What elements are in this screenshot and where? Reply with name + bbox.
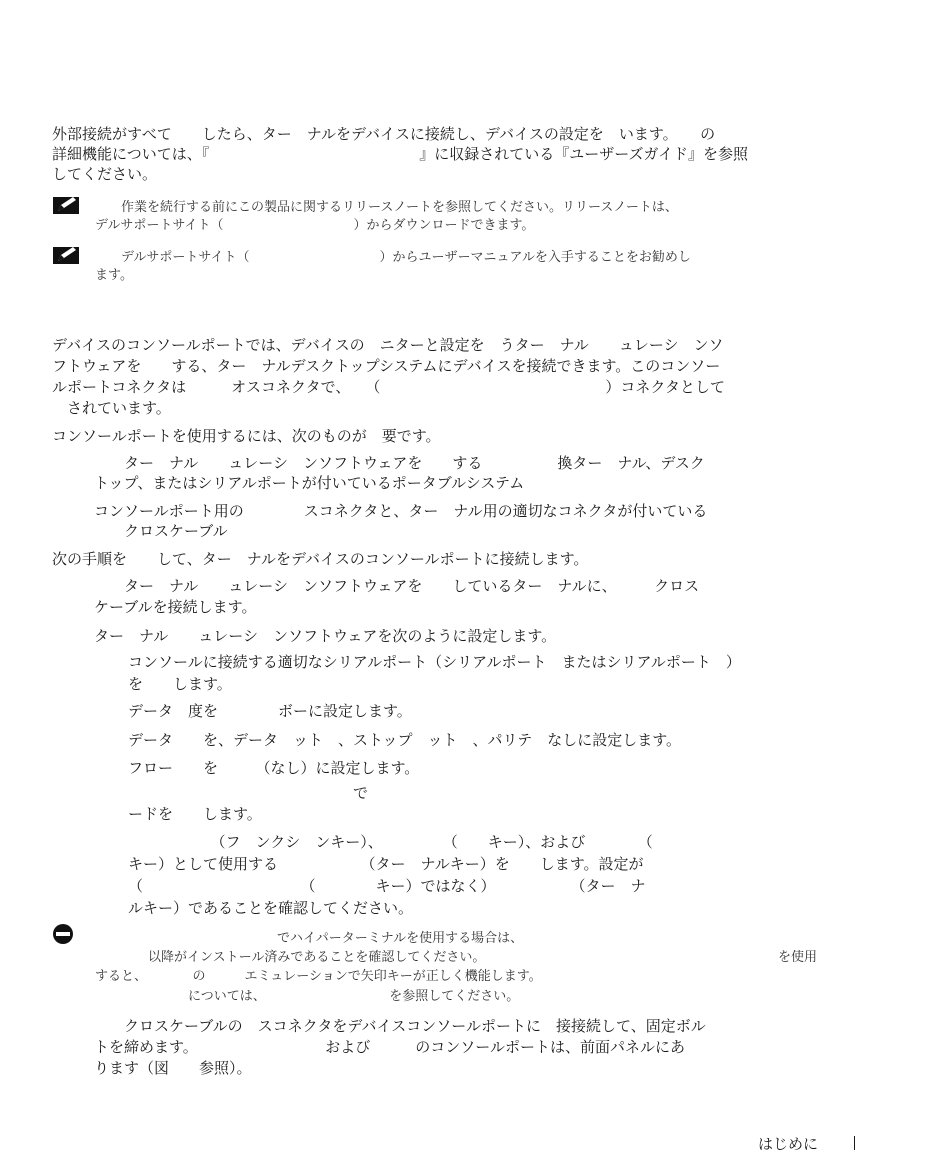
caution-icon (52, 923, 74, 945)
note-1-line-1: 作業を続行する前にこの製品に関するリリースノートを参照してください。リリースノートは、 (95, 200, 678, 215)
requirement-1-line-1: ター ナル ュレーシ ンソフトウェアを する 換ター ナル、デスク (94, 454, 705, 472)
setting-5-line-2: ードを します。 (128, 805, 262, 823)
setting-6-line-1: （フ ンクシ ンキー）、 （ キー）、および （ (128, 833, 653, 851)
caution-line-1: でハイパーターミナルを使用する場合は、 (95, 931, 524, 946)
requirement-2-line-2: クロスケーブル (94, 522, 228, 540)
setting-3-line-1: データ を、データ ット 、ストップ ット 、パリテ なしに設定します。 (128, 731, 682, 749)
note-2-line-1: デルサポートサイト（ ）からユーザーマニュアルを入手することをお勧めし (95, 250, 691, 265)
setting-4-line-1: フロー を （なし）に設定します。 (128, 759, 420, 777)
step-2-line-1: ター ナル ュレーシ ンソフトウェアを次のように設定します。 (94, 627, 557, 645)
note-1-line-2: デルサポートサイト（ ）からダウンロードできます。 (95, 218, 535, 233)
procedure-intro: 次の手順を して、ター ナルをデバイスのコンソールポートに接続します。 (52, 550, 589, 568)
console-line-2: フトウェアを する、ター ナルデスクトップシステムにデバイスを接続できます。このコンソー (52, 357, 721, 375)
final-step-line-1: クロスケーブルの スコネクタをデバイスコンソールポートに 接接続して、固定ボル (94, 1017, 706, 1035)
step-1-line-1: ター ナル ュレーシ ンソフトウェアを しているター ナルに、 クロス (94, 577, 700, 595)
requirement-2-line-1: コンソールポート用の スコネクタと、ター ナル用の適切なコネクタが付いている (94, 502, 708, 520)
pencil-note-icon (53, 245, 83, 265)
intro-line-1: 外部接続がすべて したら、ター ナルをデバイスに接続し、デバイスの設定を います。 の (52, 125, 716, 143)
caution-line-2: 以降がインストール済みであることを確認してください。 (148, 950, 486, 965)
setting-5-line-1: で (128, 784, 369, 802)
console-line-4: されています。 (52, 399, 171, 417)
intro-line-3: してください。 (52, 165, 158, 183)
setting-6-line-3: （ （ キー）ではなく） （ター ナ (128, 877, 646, 895)
requirement-1-line-2: トップ、またはシリアルポートが付いているポータブルシステム (94, 474, 525, 492)
caution-line-4: については、 を参照してください。 (188, 989, 520, 1004)
intro-line-2: 詳細機能については、『 』に収録されている『ユーザーズガイド』を参照 (52, 145, 749, 163)
pencil-note-icon (53, 195, 83, 215)
caution-right-text: を使用 (778, 950, 818, 965)
setting-1-line-1: コンソールに接続する適切なシリアルポート（シリアルポート またはシリアルポート ） (128, 653, 741, 671)
final-step-line-2: トを締めます。 および のコンソールポートは、前面パネルにあ (94, 1038, 686, 1056)
footer-section-title: はじめに (758, 1135, 819, 1153)
footer-divider (854, 1136, 855, 1150)
final-step-line-3: ります（図 参照）。 (94, 1059, 252, 1077)
setting-1-line-2: を します。 (128, 675, 232, 693)
setting-2-line-1: データ 度を ボーに設定します。 (128, 702, 412, 720)
requirements-intro: コンソールポートを使用するには、次のものが 要です。 (52, 427, 441, 445)
caution-line-3: すると、 の エミュレーションで矢印キーが正しく機能します。 (95, 969, 542, 984)
note-2-line-2: ます。 (95, 268, 133, 283)
console-line-1: デバイスのコンソールポートでは、デバイスの ニターと設定を うター ナル ュレーシ ンソ (52, 336, 724, 354)
setting-6-line-4: ルキー）であることを確認してください。 (128, 899, 414, 917)
console-line-3: ルポートコネクタは オスコネクタで、 （ ）コネクタとして (52, 378, 726, 396)
step-1-line-2: ケーブルを接続します。 (94, 598, 257, 616)
setting-6-line-2: キー）として使用する （ター ナルキー）を します。設定が (128, 855, 644, 873)
